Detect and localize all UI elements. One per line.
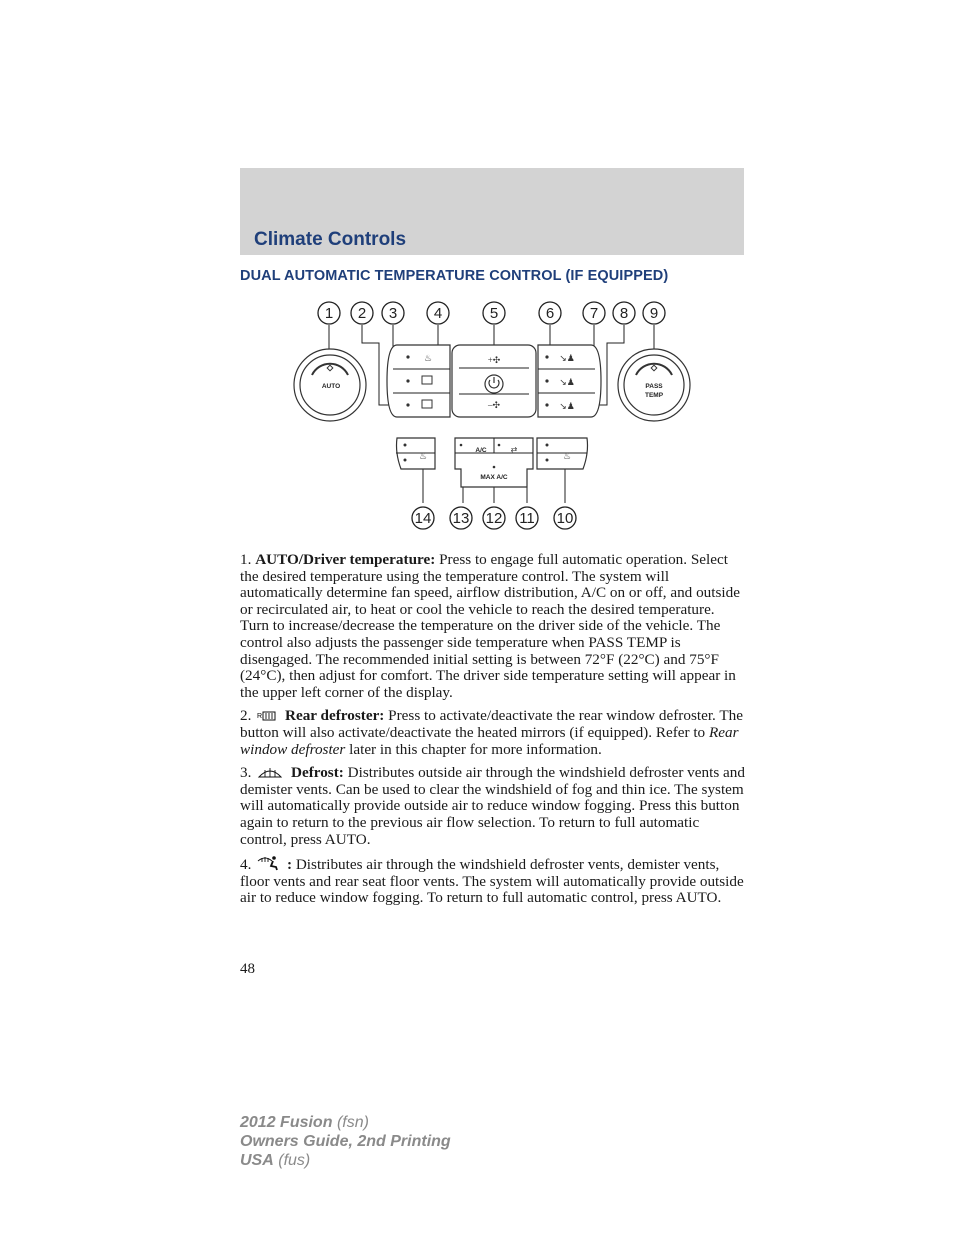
- svg-text:9: 9: [649, 305, 659, 322]
- svg-text:⇄: ⇄: [510, 445, 518, 454]
- svg-text:7: 7: [589, 305, 599, 322]
- chapter-title: Climate Controls: [254, 229, 407, 250]
- svg-text:1: 1: [324, 305, 334, 322]
- svg-text:↘♟: ↘♟: [559, 377, 575, 387]
- svg-text:MAX A/C: MAX A/C: [480, 474, 508, 481]
- item-1: 1. AUTO/Driver temperature: Press to engage full automatic operation. Select the desired temperature using the temperature control. The system will automatically determine fan speed, airflow distribution, A/C on or off, and outside or recirculated air, to heat or cool the vehicle to reach the desired temperature. Turn to increase/decrease the temperature on the driver side of the vehicle. The control also adjusts the passenger side temperature when PASS TEMP is disengaged. The recommended initial setting is between 72°F (22°C) and 75°F (24°C), then adjust for comfort. The driver side temperature setting will appear in the upper left corner of the display.: [240, 551, 740, 701]
- callout-13: [450, 507, 472, 529]
- svg-text:–✣: –✣: [487, 400, 501, 410]
- svg-text:R: R: [257, 713, 263, 721]
- callout-12: [483, 507, 505, 529]
- svg-text:11: 11: [519, 510, 535, 527]
- svg-text:AUTO: AUTO: [321, 383, 341, 390]
- svg-text:TEMP: TEMP: [644, 392, 664, 399]
- svg-text:↘♟: ↘♟: [559, 401, 575, 411]
- item-4: 4. : Distributes air through the windshield defroster vents, demister vents, floor vents and rear seat floor vents. The system will automatically provide outside air to reduce window fogging. To return to full automatic control, press AUTO.: [240, 856, 744, 907]
- passenger-temp-knob: [618, 349, 690, 421]
- callout-9: [643, 302, 665, 324]
- item-2: 2. R Rear defroster: Press to activate/deactivate the rear window defroster. The button will also activate/deactivate the heated mirrors (if equipped). Refer to Rear window defroster later in this chapter for more information.: [240, 707, 743, 758]
- svg-text:♨: ♨: [562, 451, 572, 461]
- svg-text:♨: ♨: [423, 353, 433, 363]
- climate-control-diagram: [285, 295, 705, 535]
- driver-seat-button: [396, 438, 435, 469]
- svg-text:+✣: +✣: [487, 355, 501, 365]
- callout-6: [539, 302, 561, 324]
- svg-text:6: 6: [545, 305, 555, 322]
- callout-5: [483, 302, 505, 324]
- fan-panel: [452, 345, 536, 417]
- page-number: 48: [240, 961, 255, 977]
- svg-text:3: 3: [388, 305, 398, 322]
- svg-text:13: 13: [452, 510, 470, 527]
- svg-text:PASS: PASS: [645, 383, 663, 390]
- svg-text:♨: ♨: [418, 451, 428, 461]
- chapter-header-band: [240, 168, 744, 255]
- callout-4: [427, 302, 449, 324]
- callout-11: [516, 507, 538, 529]
- callout-14: [412, 507, 434, 529]
- callout-10: [554, 507, 576, 529]
- rear-defrost-icon: [257, 710, 277, 722]
- body-text: [240, 552, 746, 914]
- svg-text:8: 8: [619, 305, 629, 322]
- footer-line-3: USA (fus): [240, 1152, 311, 1169]
- svg-text:14: 14: [414, 510, 432, 527]
- footer-line-2: Owners Guide, 2nd Printing: [240, 1133, 451, 1150]
- callout-2: [351, 302, 373, 324]
- callout-8: [613, 302, 635, 324]
- callout-3: [382, 302, 404, 324]
- svg-text:5: 5: [489, 305, 499, 322]
- right-button-stack: [538, 345, 601, 417]
- item-3: 3. Defrost: Distributes outside air through the windshield defroster vents and demister vents. Can be used to clear the windshield of fog and thin ice. The system will automatically provide outside air to reduce window fogging. Press this button again to return to the previous air flow selection. To return to full automatic control, press AUTO.: [240, 764, 745, 848]
- passenger-seat-button: [537, 438, 588, 469]
- svg-text:A/C: A/C: [475, 447, 487, 454]
- svg-text:2: 2: [357, 305, 367, 322]
- defrost-floor-icon: [257, 855, 279, 871]
- footer: [240, 1113, 451, 1170]
- callout-7: [583, 302, 605, 324]
- left-button-stack: [387, 345, 450, 417]
- driver-temp-knob: [294, 349, 366, 421]
- defrost-icon: [257, 765, 283, 779]
- footer-line-1: 2012 Fusion (fsn): [240, 1114, 369, 1131]
- ac-panel: [455, 438, 533, 487]
- svg-text:↘♟: ↘♟: [559, 353, 575, 363]
- section-heading: DUAL AUTOMATIC TEMPERATURE CONTROL (IF EQUIPPED): [240, 268, 669, 284]
- svg-text:12: 12: [485, 510, 503, 527]
- callout-1: [318, 302, 340, 324]
- svg-text:4: 4: [433, 305, 443, 322]
- svg-text:10: 10: [556, 510, 574, 527]
